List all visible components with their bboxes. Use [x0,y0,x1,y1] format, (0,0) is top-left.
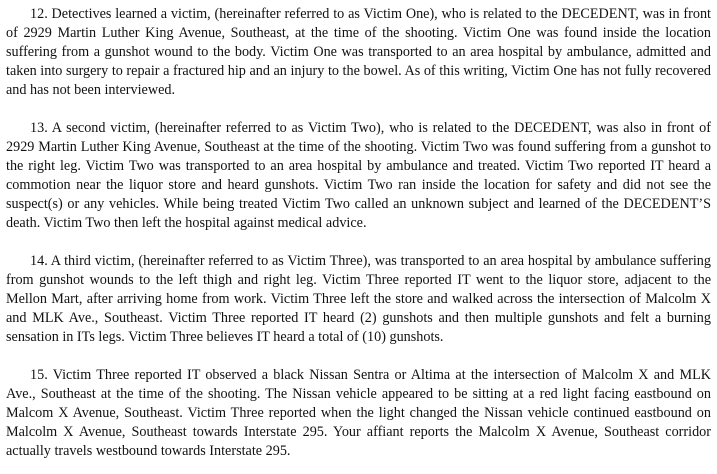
paragraph-12: 12. Detectives learned a victim, (hereinafter referred to as Victim One), who is related to the DECEDENT, was in front of 2929 Martin Luther King Avenue, Southeast, at the time of the shooting. Victim One was found inside the location suffering from a gunshot wound to the body. Victim One was transported to an area hospital by ambulance, admitted and taken into surgery to repair a fractured hip and an injury to the bowel. As of this writing, Victim One has not fully recovered and has not been interviewed. [6,6,711,98]
paragraph-14: 14. A third victim, (hereinafter referred to as Victim Three), was transported to an area hospital by ambulance suffering from gunshot wounds to the left thigh and right leg. Victim Three reported IT went to the liquor store, adjacent to the Mellon Mart, after arriving home from work. Victim Three left the store and walked across the intersection of Malcolm X and MLK Ave., Southeast. Victim Three reported IT heard (2) gunshots and then multiple gunshots and felt a burning sensation in ITs legs. Victim Three believes IT heard a total of (10) gunshots. [6,253,711,345]
paragraph-13: 13. A second victim, (hereinafter referred to as Victim Two), who is related to the DECEDENT, was also in front of 2929 Martin Luther King Avenue, Southeast at the time of the shooting. Victim Two was found suffering from a gunshot to the right leg. Victim Two was transported to an area hospital by ambulance and treated. Victim Two reported IT heard a commotion near the liquor store and heard gunshots. Victim Two ran inside the location for safety and did not see the suspect(s) or any vehicles. While being treated Victim Two called an unknown subject and learned of the DECEDENT’S death. Victim Two then left the hospital against medical advice. [6,120,711,231]
paragraph-15: 15. Victim Three reported IT observed a black Nissan Sentra or Altima at the intersection of Malcolm X and MLK Ave., Southeast at the time of the shooting. The Nissan vehicle appeared to be sitting at a red light facing eastbound on Malcom X Avenue, Southeast. Victim Three reported when the light changed the Nissan vehicle continued eastbound on Malcolm X Avenue, Southeast towards Interstate 295. Your affiant reports the Malcolm X Avenue, Southeast corridor actually travels westbound towards Interstate 295. [6,367,711,459]
